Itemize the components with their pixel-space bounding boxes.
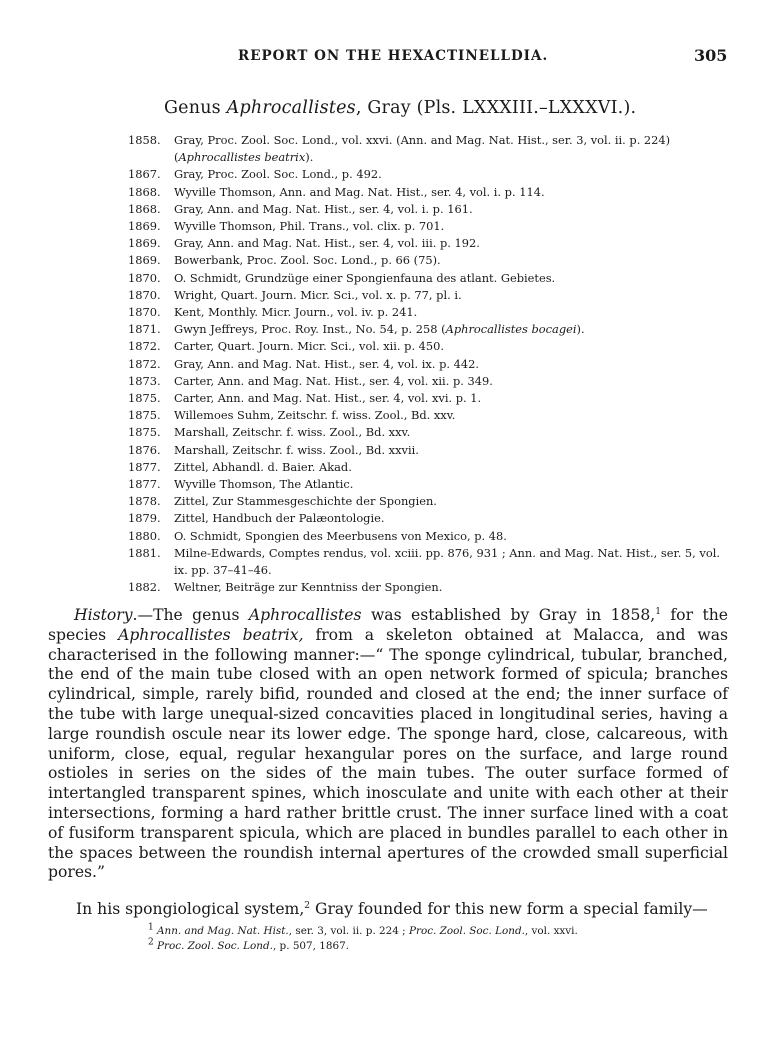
footnote-ref-2[interactable]: 2 xyxy=(304,900,311,911)
genus-heading xyxy=(164,98,636,118)
bibliography-text: Gray, Proc. Zool. Soc. Lond., vol. xxvi. (Ann. and Mag. Nat. Hist., ser. 3, vol. ii. p. 224) ( xyxy=(174,133,671,165)
bibliography-year: 1875. xyxy=(128,425,161,440)
footnote-2 xyxy=(148,939,578,954)
bibliography-entry xyxy=(128,579,728,596)
bibliography-entry xyxy=(128,356,728,373)
genus-suffix: , Gray (Pls. LXXXIII.–LXXXVI.). xyxy=(355,98,637,118)
bibliography-entry xyxy=(128,166,728,183)
bibliography-entry xyxy=(128,270,728,287)
history-species: Aphrocallistes beatrix, xyxy=(118,625,304,644)
bibliography-text: Bowerbank, Proc. Zool. Soc. Lond., p. 66 (75). xyxy=(174,253,441,268)
footnote-mark: 1 xyxy=(148,922,154,933)
bibliography-entry xyxy=(128,338,728,355)
bibliography-year: 1875. xyxy=(128,408,161,423)
bibliography-entry xyxy=(128,390,728,407)
bibliography-entry xyxy=(128,510,728,527)
footnote-mark: 2 xyxy=(148,937,154,948)
page-number: 305 xyxy=(694,46,728,65)
bibliography-text: Wyville Thomson, The Atlantic. xyxy=(174,477,354,492)
bibliography-italic: Aphrocallistes bocagei xyxy=(445,322,577,337)
genus-name: Aphrocallistes xyxy=(226,98,356,118)
paragraph-2-text: Gray founded for this new form a special family— xyxy=(310,900,708,918)
footnote-italic: Proc. Zool. Soc. Lond. xyxy=(157,940,273,952)
footnote-italic: Proc. Zool. Soc. Lond. xyxy=(409,925,525,937)
bibliography-text: Zittel, Handbuch der Palæontologie. xyxy=(174,511,385,526)
bibliography-entry xyxy=(128,304,728,321)
bibliography-year: 1875. xyxy=(128,391,161,406)
bibliography-year: 1871. xyxy=(128,322,161,337)
bibliography-text: Carter, Ann. and Mag. Nat. Hist., ser. 4, vol. xii. p. 349. xyxy=(174,373,493,388)
bibliography-text: Wyville Thomson, Ann. and Mag. Nat. Hist., ser. 4, vol. i. p. 114. xyxy=(174,184,545,199)
history-text: for the species xyxy=(48,606,728,644)
bibliography-text: Carter, Quart. Journ. Micr. Sci., vol. xii. p. 450. xyxy=(174,339,445,354)
bibliography-text: Marshall, Zeitschr. f. wiss. Zool., Bd. xxv. xyxy=(174,425,411,440)
bibliography-list xyxy=(128,132,728,596)
bibliography-year: 1878. xyxy=(128,494,161,509)
bibliography-entry xyxy=(128,476,728,493)
bibliography-entry xyxy=(128,424,728,441)
bibliography-year: 1869. xyxy=(128,236,161,251)
bibliography-year: 1876. xyxy=(128,442,161,457)
bibliography-year: 1877. xyxy=(128,459,161,474)
paragraph-2-text: In his spongiological system, xyxy=(76,900,305,918)
bibliography-text: Willemoes Suhm, Zeitschr. f. wiss. Zool., Bd. xxv. xyxy=(174,408,456,423)
bibliography-entry xyxy=(128,528,728,545)
bibliography-year: 1877. xyxy=(128,477,161,492)
bibliography-year: 1870. xyxy=(128,270,161,285)
bibliography-text: Marshall, Zeitschr. f. wiss. Zool., Bd. xxvii. xyxy=(174,442,419,457)
bibliography-text: Wright, Quart. Journ. Micr. Sci., vol. x. p. 77, pl. i. xyxy=(174,287,462,302)
bibliography-year: 1869. xyxy=(128,219,161,234)
bibliography-text: Carter, Ann. and Mag. Nat. Hist., ser. 4, vol. xvi. p. 1. xyxy=(174,391,482,406)
bibliography-text: Kent, Monthly. Micr. Journ., vol. iv. p. 241. xyxy=(174,305,418,320)
bibliography-entry xyxy=(128,252,728,269)
bibliography-text: Weltner, Beiträge zur Kenntniss der Spongien. xyxy=(174,580,443,595)
bibliography-entry xyxy=(128,407,728,424)
bibliography-year: 1870. xyxy=(128,287,161,302)
bibliography-year: 1880. xyxy=(128,528,161,543)
running-title: REPORT ON THE HEXACTINELLDIA. xyxy=(238,48,549,64)
bibliography-after: ). xyxy=(576,322,585,337)
bibliography-year: 1867. xyxy=(128,167,161,182)
bibliography-year: 1873. xyxy=(128,373,161,388)
bibliography-year: 1882. xyxy=(128,580,161,595)
bibliography-entry xyxy=(128,235,728,252)
footnote-text: , ser. 3, vol. ii. p. 224 ; xyxy=(288,925,409,937)
bibliography-entry xyxy=(128,287,728,304)
bibliography-text: Zittel, Zur Stammesgeschichte der Spongien. xyxy=(174,494,437,509)
genus-prefix: Genus xyxy=(164,98,227,118)
bibliography-entry xyxy=(128,459,728,476)
bibliography-after: ). xyxy=(305,150,314,165)
bibliography-entry xyxy=(128,218,728,235)
bibliography-entry xyxy=(128,184,728,201)
bibliography-text: Gray, Ann. and Mag. Nat. Hist., ser. 4, vol. i. p. 161. xyxy=(174,201,473,216)
bibliography-entry xyxy=(128,442,728,459)
bibliography-text: Gray, Ann. and Mag. Nat. Hist., ser. 4, vol. ix. p. 442. xyxy=(174,356,479,371)
bibliography-year: 1858. xyxy=(128,133,161,147)
bibliography-text: Gray, Ann. and Mag. Nat. Hist., ser. 4, vol. iii. p. 192. xyxy=(174,236,480,251)
bibliography-italic: Aphrocallistes beatrix xyxy=(178,150,306,165)
bibliography-text: Gray, Proc. Zool. Soc. Lond., p. 492. xyxy=(174,167,382,182)
footnotes xyxy=(148,924,578,954)
bibliography-text: Wyville Thomson, Phil. Trans., vol. clix. p. 701. xyxy=(174,219,445,234)
bibliography-year: 1879. xyxy=(128,511,161,526)
footnote-text: , vol. xxvi. xyxy=(524,925,578,937)
bibliography-text: Milne-Edwards, Comptes rendus, vol. xciii. pp. 876, 931 ; Ann. and Mag. Nat. Hist., ser. 5, vol. ix. pp. 37–41–46. xyxy=(174,545,720,578)
history-text: .—The genus xyxy=(132,606,249,624)
bibliography-text: Zittel, Abhandl. d. Baier. Akad. xyxy=(174,459,352,474)
paragraph-2 xyxy=(48,900,728,920)
bibliography-year: 1868. xyxy=(128,184,161,199)
bibliography-text: O. Schmidt, Spongien des Meerbusens von Mexico, p. 48. xyxy=(174,528,507,543)
history-text: from a skeleton obtained at Malacca, and was characterised in the following manner:—“ The sponge cylindrical, tubular, branched, the end of the main tube closed with an open network formed of spicula; branches cylindrical, simple, rarely bifid, rounded and closed at the end; the inner surface of the tube with large unequal-sized concavities placed in longitudinal series, having a large roundish oscule near its lower edge. The sponge hard, close, calcareous, with uniform, close, equal, regular hexangular pores on the surface, and large round ostioles in series on the sides of the main tubes. The outer surface formed of intertangled transparent spines, which inosculate and unite with each other at their intersections, forming a hard rather brittle crust. The inner surface lined with a coat of fusiform transparent spicula, which are placed in bundles parallel to each other in the spaces between the roundish internal apertures of the crowded small superficial pores.” xyxy=(48,625,729,882)
bibliography-year: 1869. xyxy=(128,253,161,268)
footnote-text: , p. 507, 1867. xyxy=(272,940,350,952)
bibliography-entry xyxy=(128,373,728,390)
bibliography-entry xyxy=(128,545,728,579)
history-label: History xyxy=(74,606,133,624)
bibliography-year: 1881. xyxy=(128,545,161,560)
footnote-ref-1[interactable]: 1 xyxy=(655,606,661,617)
bibliography-entry xyxy=(128,201,728,218)
bibliography-entry xyxy=(128,493,728,510)
footnote-1 xyxy=(148,924,578,939)
footnote-italic: Ann. and Mag. Nat. Hist. xyxy=(157,925,289,937)
bibliography-year: 1872. xyxy=(128,339,161,354)
bibliography-entry xyxy=(128,321,728,338)
history-genus: Aphrocallistes xyxy=(248,606,362,624)
bibliography-text: O. Schmidt, Grundzüge einer Spongienfauna des atlant. Gebietes. xyxy=(174,270,556,285)
bibliography-text: Gwyn Jeffreys, Proc. Roy. Inst., No. 54, p. 258 ( xyxy=(174,322,446,337)
bibliography-entry xyxy=(128,132,728,166)
history-text: was established by Gray in 1858, xyxy=(361,606,656,624)
history-paragraph xyxy=(48,606,728,883)
bibliography-year: 1868. xyxy=(128,201,161,216)
bibliography-year: 1872. xyxy=(128,356,161,371)
bibliography-year: 1870. xyxy=(128,305,161,320)
